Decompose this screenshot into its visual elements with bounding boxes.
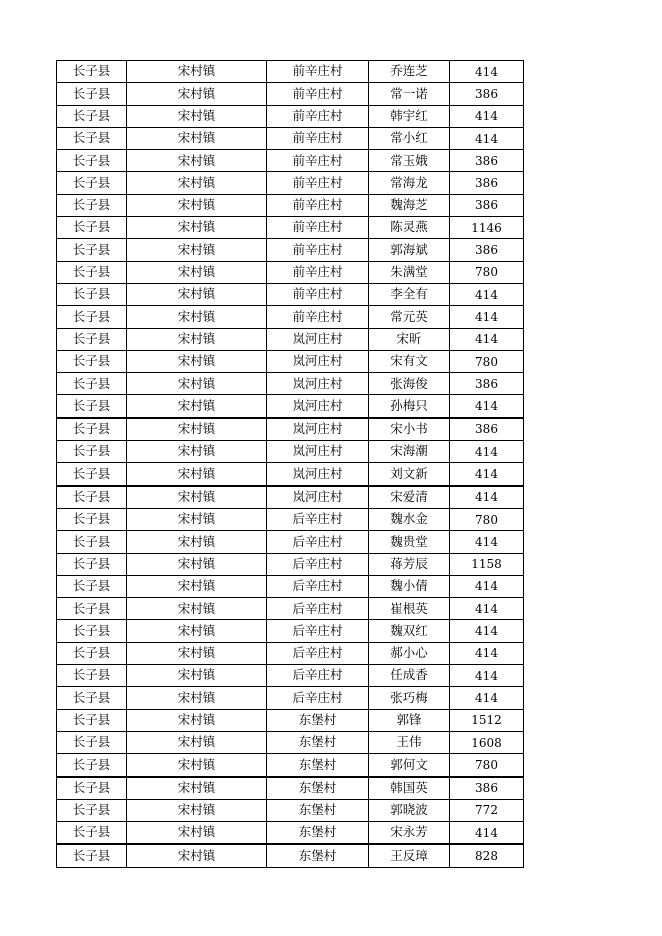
town-cell: 宋村镇 xyxy=(127,418,267,441)
amount-cell: 414 xyxy=(450,822,524,845)
town-cell: 宋村镇 xyxy=(127,486,267,509)
amount-cell: 414 xyxy=(450,441,524,463)
amount-cell: 780 xyxy=(450,754,524,777)
name-cell: 郭何文 xyxy=(369,754,450,777)
table-row xyxy=(57,105,524,127)
table-row xyxy=(57,83,524,105)
county-cell: 长子县 xyxy=(57,620,127,642)
county-cell: 长子县 xyxy=(57,395,127,418)
county-cell: 长子县 xyxy=(57,194,127,216)
name-cell: 孙梅只 xyxy=(369,395,450,418)
table-row xyxy=(57,306,524,328)
table-row xyxy=(57,441,524,463)
village-cell: 前辛庄村 xyxy=(267,283,369,305)
table-row xyxy=(57,61,524,83)
amount-cell: 414 xyxy=(450,127,524,149)
county-cell: 长子县 xyxy=(57,642,127,664)
name-cell: 张巧梅 xyxy=(369,687,450,709)
table-row xyxy=(57,463,524,486)
amount-cell: 1158 xyxy=(450,553,524,575)
name-cell: 郭海斌 xyxy=(369,239,450,261)
village-cell: 岚河庄村 xyxy=(267,350,369,372)
town-cell: 宋村镇 xyxy=(127,463,267,486)
table-row xyxy=(57,709,524,731)
name-cell: 魏贵堂 xyxy=(369,531,450,553)
table-row xyxy=(57,350,524,372)
name-cell: 魏水金 xyxy=(369,508,450,530)
county-cell: 长子县 xyxy=(57,709,127,731)
name-cell: 常元英 xyxy=(369,306,450,328)
village-cell: 后辛庄村 xyxy=(267,553,369,575)
town-cell: 宋村镇 xyxy=(127,754,267,777)
county-cell: 长子县 xyxy=(57,441,127,463)
name-cell: 宋小书 xyxy=(369,418,450,441)
amount-cell: 414 xyxy=(450,61,524,83)
village-cell: 岚河庄村 xyxy=(267,373,369,395)
name-cell: 魏小倩 xyxy=(369,575,450,597)
town-cell: 宋村镇 xyxy=(127,395,267,418)
table-row xyxy=(57,844,524,867)
town-cell: 宋村镇 xyxy=(127,217,267,239)
county-cell: 长子县 xyxy=(57,598,127,620)
table-row xyxy=(57,754,524,777)
town-cell: 宋村镇 xyxy=(127,105,267,127)
town-cell: 宋村镇 xyxy=(127,350,267,372)
village-cell: 岚河庄村 xyxy=(267,395,369,418)
name-cell: 任成香 xyxy=(369,665,450,687)
town-cell: 宋村镇 xyxy=(127,61,267,83)
table-row xyxy=(57,127,524,149)
amount-cell: 414 xyxy=(450,598,524,620)
name-cell: 宋爱清 xyxy=(369,486,450,509)
name-cell: 乔连芝 xyxy=(369,61,450,83)
table-row xyxy=(57,665,524,687)
town-cell: 宋村镇 xyxy=(127,283,267,305)
town-cell: 宋村镇 xyxy=(127,508,267,530)
village-cell: 前辛庄村 xyxy=(267,83,369,105)
table-row xyxy=(57,687,524,709)
village-cell: 东堡村 xyxy=(267,709,369,731)
name-cell: 魏双红 xyxy=(369,620,450,642)
table-row xyxy=(57,642,524,664)
amount-cell: 414 xyxy=(450,687,524,709)
county-cell: 长子县 xyxy=(57,777,127,800)
amount-cell: 414 xyxy=(450,395,524,418)
town-cell: 宋村镇 xyxy=(127,575,267,597)
town-cell: 宋村镇 xyxy=(127,665,267,687)
town-cell: 宋村镇 xyxy=(127,373,267,395)
name-cell: 常一诺 xyxy=(369,83,450,105)
amount-cell: 772 xyxy=(450,799,524,821)
table-row xyxy=(57,239,524,261)
amount-cell: 386 xyxy=(450,194,524,216)
name-cell: 郝小心 xyxy=(369,642,450,664)
name-cell: 常玉娥 xyxy=(369,150,450,172)
table-row xyxy=(57,194,524,216)
village-cell: 后辛庄村 xyxy=(267,620,369,642)
town-cell: 宋村镇 xyxy=(127,777,267,800)
amount-cell: 386 xyxy=(450,418,524,441)
village-cell: 前辛庄村 xyxy=(267,239,369,261)
county-cell: 长子县 xyxy=(57,172,127,194)
county-cell: 长子县 xyxy=(57,61,127,83)
table-row xyxy=(57,553,524,575)
county-cell: 长子县 xyxy=(57,217,127,239)
amount-cell: 386 xyxy=(450,172,524,194)
village-cell: 后辛庄村 xyxy=(267,642,369,664)
village-cell: 东堡村 xyxy=(267,799,369,821)
name-cell: 崔根英 xyxy=(369,598,450,620)
county-cell: 长子县 xyxy=(57,127,127,149)
table-row xyxy=(57,486,524,509)
table-row xyxy=(57,822,524,845)
village-cell: 后辛庄村 xyxy=(267,598,369,620)
amount-cell: 386 xyxy=(450,239,524,261)
county-cell: 长子县 xyxy=(57,105,127,127)
town-cell: 宋村镇 xyxy=(127,328,267,350)
name-cell: 常海龙 xyxy=(369,172,450,194)
table-row xyxy=(57,598,524,620)
amount-cell: 780 xyxy=(450,350,524,372)
amount-cell: 414 xyxy=(450,486,524,509)
town-cell: 宋村镇 xyxy=(127,822,267,845)
name-cell: 陈灵燕 xyxy=(369,217,450,239)
table-row xyxy=(57,261,524,283)
village-cell: 后辛庄村 xyxy=(267,687,369,709)
amount-cell: 1146 xyxy=(450,217,524,239)
name-cell: 蒋芳辰 xyxy=(369,553,450,575)
town-cell: 宋村镇 xyxy=(127,799,267,821)
amount-cell: 386 xyxy=(450,777,524,800)
table-row xyxy=(57,777,524,800)
table-row xyxy=(57,731,524,753)
town-cell: 宋村镇 xyxy=(127,306,267,328)
amount-cell: 414 xyxy=(450,283,524,305)
county-cell: 长子县 xyxy=(57,486,127,509)
name-cell: 宋永芳 xyxy=(369,822,450,845)
name-cell: 宋海潮 xyxy=(369,441,450,463)
village-cell: 前辛庄村 xyxy=(267,61,369,83)
village-cell: 后辛庄村 xyxy=(267,508,369,530)
amount-cell: 414 xyxy=(450,463,524,486)
town-cell: 宋村镇 xyxy=(127,844,267,867)
county-cell: 长子县 xyxy=(57,822,127,845)
amount-cell: 386 xyxy=(450,150,524,172)
amount-cell: 828 xyxy=(450,844,524,867)
amount-cell: 414 xyxy=(450,620,524,642)
table-row xyxy=(57,328,524,350)
village-cell: 前辛庄村 xyxy=(267,105,369,127)
name-cell: 常小红 xyxy=(369,127,450,149)
town-cell: 宋村镇 xyxy=(127,620,267,642)
amount-cell: 414 xyxy=(450,105,524,127)
county-cell: 长子县 xyxy=(57,418,127,441)
county-cell: 长子县 xyxy=(57,306,127,328)
village-cell: 前辛庄村 xyxy=(267,172,369,194)
village-cell: 后辛庄村 xyxy=(267,575,369,597)
name-cell: 魏海芝 xyxy=(369,194,450,216)
town-cell: 宋村镇 xyxy=(127,239,267,261)
amount-cell: 1608 xyxy=(450,731,524,753)
amount-cell: 414 xyxy=(450,642,524,664)
village-cell: 东堡村 xyxy=(267,844,369,867)
county-cell: 长子县 xyxy=(57,844,127,867)
county-cell: 长子县 xyxy=(57,373,127,395)
name-cell: 韩宇红 xyxy=(369,105,450,127)
village-cell: 前辛庄村 xyxy=(267,127,369,149)
town-cell: 宋村镇 xyxy=(127,642,267,664)
county-cell: 长子县 xyxy=(57,754,127,777)
county-cell: 长子县 xyxy=(57,283,127,305)
village-cell: 岚河庄村 xyxy=(267,328,369,350)
table-row xyxy=(57,395,524,418)
name-cell: 韩国英 xyxy=(369,777,450,800)
county-cell: 长子县 xyxy=(57,575,127,597)
village-cell: 东堡村 xyxy=(267,754,369,777)
county-cell: 长子县 xyxy=(57,261,127,283)
table-row xyxy=(57,283,524,305)
amount-cell: 780 xyxy=(450,261,524,283)
amount-cell: 386 xyxy=(450,373,524,395)
name-cell: 郭锋 xyxy=(369,709,450,731)
town-cell: 宋村镇 xyxy=(127,261,267,283)
town-cell: 宋村镇 xyxy=(127,731,267,753)
village-cell: 东堡村 xyxy=(267,731,369,753)
table-row xyxy=(57,150,524,172)
town-cell: 宋村镇 xyxy=(127,150,267,172)
town-cell: 宋村镇 xyxy=(127,531,267,553)
town-cell: 宋村镇 xyxy=(127,598,267,620)
amount-cell: 414 xyxy=(450,665,524,687)
county-cell: 长子县 xyxy=(57,83,127,105)
name-cell: 李全有 xyxy=(369,283,450,305)
name-cell: 刘文新 xyxy=(369,463,450,486)
amount-cell: 1512 xyxy=(450,709,524,731)
town-cell: 宋村镇 xyxy=(127,553,267,575)
amount-cell: 414 xyxy=(450,575,524,597)
village-cell: 前辛庄村 xyxy=(267,261,369,283)
village-cell: 后辛庄村 xyxy=(267,665,369,687)
table-row xyxy=(57,531,524,553)
table-row xyxy=(57,217,524,239)
town-cell: 宋村镇 xyxy=(127,83,267,105)
village-cell: 岚河庄村 xyxy=(267,441,369,463)
town-cell: 宋村镇 xyxy=(127,194,267,216)
amount-cell: 414 xyxy=(450,328,524,350)
county-cell: 长子县 xyxy=(57,328,127,350)
village-cell: 东堡村 xyxy=(267,777,369,800)
village-cell: 岚河庄村 xyxy=(267,486,369,509)
amount-cell: 414 xyxy=(450,531,524,553)
village-cell: 岚河庄村 xyxy=(267,463,369,486)
village-cell: 前辛庄村 xyxy=(267,306,369,328)
county-cell: 长子县 xyxy=(57,731,127,753)
county-cell: 长子县 xyxy=(57,150,127,172)
county-cell: 长子县 xyxy=(57,350,127,372)
name-cell: 宋有文 xyxy=(369,350,450,372)
county-cell: 长子县 xyxy=(57,665,127,687)
village-cell: 前辛庄村 xyxy=(267,217,369,239)
name-cell: 张海俊 xyxy=(369,373,450,395)
table-row xyxy=(57,373,524,395)
table-row xyxy=(57,418,524,441)
data-table xyxy=(56,60,524,868)
county-cell: 长子县 xyxy=(57,531,127,553)
village-cell: 前辛庄村 xyxy=(267,150,369,172)
table-row xyxy=(57,799,524,821)
village-cell: 岚河庄村 xyxy=(267,418,369,441)
amount-cell: 780 xyxy=(450,508,524,530)
county-cell: 长子县 xyxy=(57,799,127,821)
county-cell: 长子县 xyxy=(57,463,127,486)
name-cell: 王伟 xyxy=(369,731,450,753)
county-cell: 长子县 xyxy=(57,508,127,530)
amount-cell: 386 xyxy=(450,83,524,105)
town-cell: 宋村镇 xyxy=(127,127,267,149)
village-cell: 后辛庄村 xyxy=(267,531,369,553)
village-cell: 前辛庄村 xyxy=(267,194,369,216)
village-cell: 东堡村 xyxy=(267,822,369,845)
town-cell: 宋村镇 xyxy=(127,172,267,194)
name-cell: 宋昕 xyxy=(369,328,450,350)
table-row xyxy=(57,172,524,194)
table-row xyxy=(57,575,524,597)
county-cell: 长子县 xyxy=(57,687,127,709)
table-row xyxy=(57,620,524,642)
table-row xyxy=(57,508,524,530)
name-cell: 朱满堂 xyxy=(369,261,450,283)
name-cell: 王反璋 xyxy=(369,844,450,867)
town-cell: 宋村镇 xyxy=(127,441,267,463)
county-cell: 长子县 xyxy=(57,239,127,261)
amount-cell: 414 xyxy=(450,306,524,328)
town-cell: 宋村镇 xyxy=(127,687,267,709)
town-cell: 宋村镇 xyxy=(127,709,267,731)
county-cell: 长子县 xyxy=(57,553,127,575)
table-body xyxy=(57,61,524,868)
name-cell: 郭晓波 xyxy=(369,799,450,821)
